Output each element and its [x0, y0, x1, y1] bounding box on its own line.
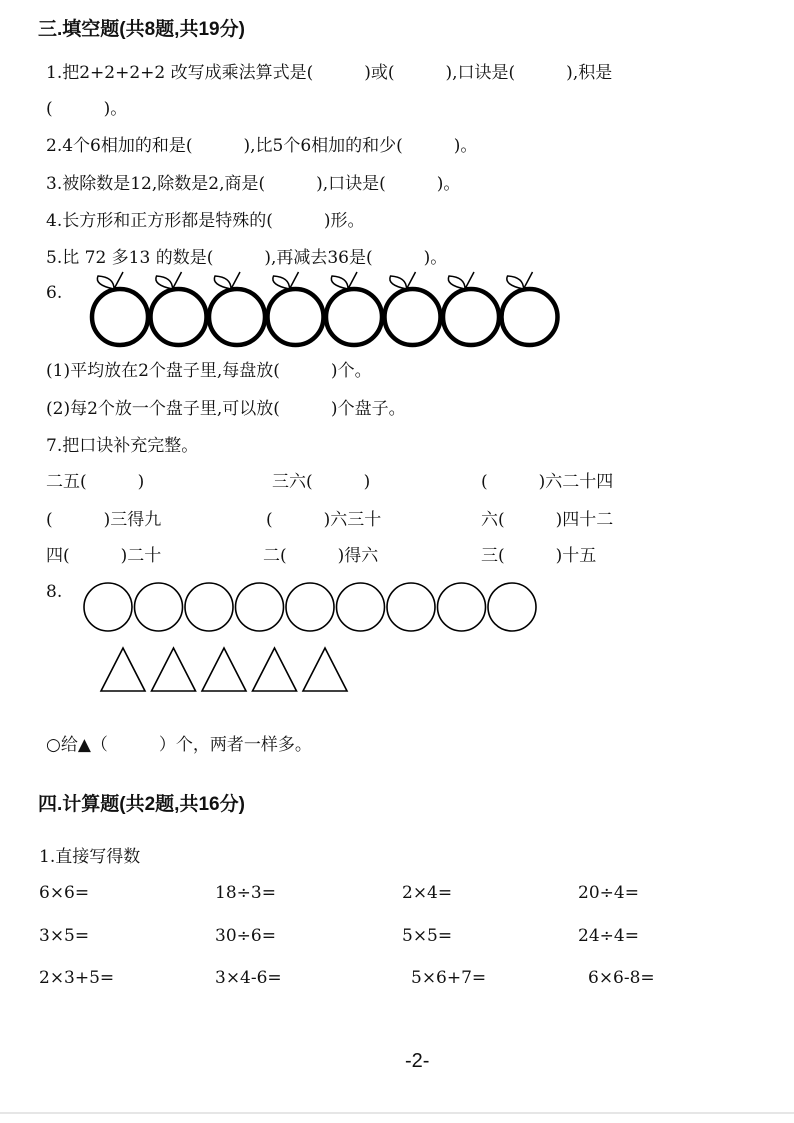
section-4-title: 四.计算题(共2题,共16分) [38, 794, 245, 815]
rhyme-blank: 三( )十五 [481, 546, 597, 566]
circle-shape [135, 583, 183, 631]
circle-shape [488, 583, 536, 631]
calc-item: 2×3+5= [39, 968, 115, 988]
page-bottom-divider [0, 1112, 794, 1114]
calc-intro: 1.直接写得数 [39, 847, 141, 867]
calc-item: 5×6+7= [411, 968, 487, 988]
rhyme-blank: ( )六二十四 [481, 472, 614, 492]
question-4: 4.长方形和正方形都是特殊的( )形。 [46, 211, 365, 231]
triangle-shape [152, 648, 196, 691]
triangle-row-figure [98, 645, 350, 695]
question-6-label: 6. [46, 283, 63, 303]
circle-shape [387, 583, 435, 631]
calc-item: 3×4-6= [215, 968, 282, 988]
triangle-shape [101, 648, 145, 691]
calc-item: 20÷4= [578, 883, 639, 903]
calc-item: 18÷3= [215, 883, 276, 903]
apple-icon [326, 272, 382, 345]
circle-shape [185, 583, 233, 631]
section-3-title: 三.填空题(共8题,共19分) [38, 19, 245, 40]
calc-item: 3×5= [39, 926, 90, 946]
rhyme-blank: 二五( ) [46, 472, 145, 492]
question-1-line-2: ( )。 [46, 99, 128, 119]
question-2: 2.4个6相加的和是( ),比5个6相加的和少( )。 [46, 136, 478, 156]
rhyme-blank: 六( )四十二 [481, 510, 614, 530]
question-5: 5.比 72 多13 的数是( ),再减去36是( )。 [46, 248, 448, 268]
calc-item: 2×4= [402, 883, 453, 903]
calc-item: 24÷4= [578, 926, 639, 946]
apple-icon [268, 272, 324, 345]
circle-shape [236, 583, 284, 631]
rhyme-blank: 四( )二十 [46, 546, 162, 566]
circle-shape [286, 583, 334, 631]
rhyme-blank: ( )六三十 [266, 510, 382, 530]
circle-shape [438, 583, 486, 631]
page-number: -2- [405, 1050, 430, 1072]
question-1-line-1: 1.把2+2+2+2 改写成乘法算式是( )或( ),口诀是( ),积是 [46, 63, 613, 83]
calc-item: 6×6-8= [588, 968, 655, 988]
circle-shape [84, 583, 132, 631]
triangle-shape [253, 648, 297, 691]
apple-icon [151, 272, 207, 345]
question-8-text: ○给▲（ ）个，两者一样多。 [46, 735, 312, 755]
apple-icon [443, 272, 499, 345]
apple-icon [92, 272, 148, 345]
apple-icon [385, 272, 441, 345]
triangle-shape [202, 648, 246, 691]
circle-row-figure [82, 580, 542, 636]
rhyme-blank: ( )三得九 [46, 510, 162, 530]
calc-item: 6×6= [39, 883, 90, 903]
calc-item: 30÷6= [215, 926, 276, 946]
question-7-intro: 7.把口诀补充完整。 [46, 436, 199, 456]
apple-icon [502, 272, 558, 345]
question-3: 3.被除数是12,除数是2,商是( ),口诀是( )。 [46, 174, 461, 194]
calc-item: 5×5= [402, 926, 453, 946]
rhyme-blank: 二( )得六 [263, 546, 379, 566]
triangle-shape [303, 648, 347, 691]
question-6-part-1: (1)平均放在2个盘子里,每盘放( )个。 [46, 361, 372, 381]
question-6-part-2: (2)每2个放一个盘子里,可以放( )个盘子。 [46, 399, 406, 419]
apple-icon [209, 272, 265, 345]
apple-figure [90, 268, 580, 350]
question-8-label: 8. [46, 582, 63, 602]
circle-shape [337, 583, 385, 631]
rhyme-blank: 三六( ) [272, 472, 371, 492]
